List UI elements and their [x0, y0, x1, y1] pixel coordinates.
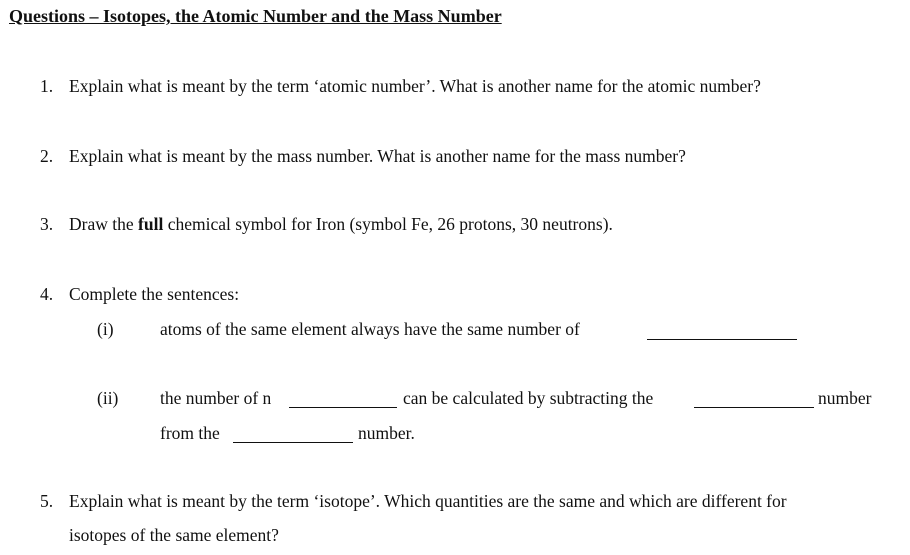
answer-blank-4i[interactable] — [647, 338, 797, 340]
answer-blank-4ii-neutrons[interactable] — [289, 406, 397, 408]
answer-blank-4ii-second[interactable] — [233, 441, 353, 443]
question-5-text-line2: isotopes of the same element? — [69, 525, 279, 545]
question-2-number: 2. — [40, 146, 54, 166]
question-4i-text: atoms of the same element always have the same number of — [160, 319, 580, 339]
question-4ii-part5: number. — [358, 423, 415, 443]
question-4ii-number: (ii) — [97, 388, 119, 408]
question-3-text — [69, 214, 613, 235]
question-4ii-part1: the number of n — [160, 388, 272, 408]
answer-blank-4ii-first[interactable] — [694, 406, 814, 408]
question-4i-number: (i) — [97, 319, 114, 339]
page-title: Questions – Isotopes, the Atomic Number and the Mass Number — [9, 6, 502, 26]
question-4-text: Complete the sentences: — [69, 284, 240, 304]
question-4ii-part3: number — [818, 388, 872, 408]
question-4ii-part4: from the — [160, 423, 220, 443]
question-3-bold-word: full — [138, 214, 164, 234]
question-4-number: 4. — [40, 284, 54, 304]
question-1-number: 1. — [40, 76, 54, 96]
question-3-text-before: Draw the — [69, 214, 139, 234]
question-1-text: Explain what is meant by the term ‘atomic number’. What is another name for the atomic number? — [69, 76, 761, 96]
question-5-text-line1: Explain what is meant by the term ‘isotope’. Which quantities are the same and which are different for — [69, 491, 787, 511]
question-2-text: Explain what is meant by the mass number. What is another name for the mass number? — [69, 146, 686, 166]
question-3-number: 3. — [40, 214, 54, 234]
question-3-text-after: chemical symbol for Iron (symbol Fe, 26 protons, 30 neutrons). — [163, 214, 613, 234]
question-5-number: 5. — [40, 491, 54, 511]
question-4ii-part2: can be calculated by subtracting the — [403, 388, 654, 408]
